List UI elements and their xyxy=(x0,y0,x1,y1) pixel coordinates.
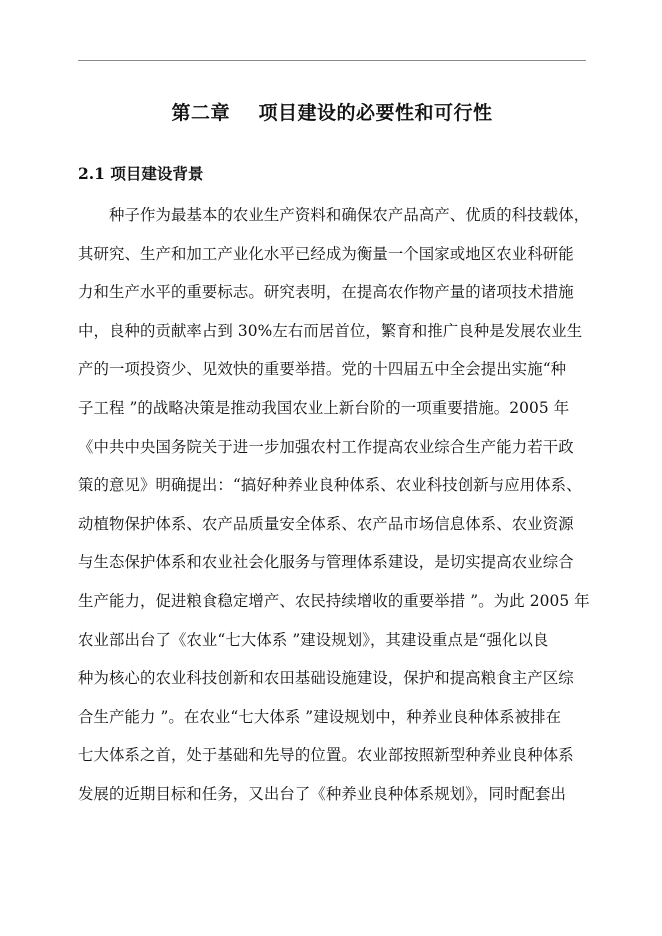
section-heading: 2.1 项目建设背景 xyxy=(78,164,204,183)
paragraph-line: 种为核心的农业科技创新和农田基础设施建设，保护和提高粮食主产区综 xyxy=(78,669,574,688)
paragraph-line: 中，良种的贡献率占到 30%左右而居首位，繁育和推广良种是发展农业生 xyxy=(78,321,583,340)
paragraph-line: 其研究、生产和加工产业化水平已经成为衡量一个国家或地区农业科研能 xyxy=(78,244,574,263)
paragraph-line: 子工程 ”的战略决策是推动我国农业上新台阶的一项重要措施。2005 年 xyxy=(78,398,570,417)
paragraph-line: 合生产能力 ”。在农业“七大体系 ”建设规划中，种养业良种体系被排在 xyxy=(78,707,562,726)
paragraph-line: 力和生产水平的重要标志。研究表明，在提高农作物产量的诸项技术措施 xyxy=(78,283,574,302)
paragraph-line: 种子作为最基本的农业生产资料和确保农产品高产、优质的科技载体， xyxy=(109,206,590,224)
paragraph-line: 产的一项投资少、见效快的重要举措。党的十四届五中全会提出实施“种 xyxy=(78,360,567,379)
paragraph-line: 动植物保护体系、农产品质量安全体系、农产品市场信息体系、农业资源 xyxy=(78,514,574,533)
chapter-title: 第二章 项目建设的必要性和可行性 xyxy=(171,102,493,124)
paragraph-line: 发展的近期目标和任务，又出台了《种养业良种体系规划》，同时配套出 xyxy=(78,784,567,803)
paragraph-line: 《中共中央国务院关于进一步加强农村工作提高农业综合生产能力若干政 xyxy=(78,437,574,456)
paragraph-line: 与生态保护体系和农业社会化服务与管理体系建设，是切实提高农业综合 xyxy=(78,553,574,572)
body-paragraph xyxy=(78,202,588,820)
paragraph-line: 生产能力，促进粮食稳定增产、农民持续增收的重要举措 ”。为此 2005 年 xyxy=(78,591,590,610)
header-divider xyxy=(78,60,586,61)
paragraph-line: 策的意见》明确提出：“搞好种养业良种体系、农业科技创新与应用体系、 xyxy=(78,476,582,495)
paragraph-line: 七大体系之首，处于基础和先导的位置。农业部按照新型种养业良种体系 xyxy=(78,746,574,765)
paragraph-line: 农业部出台了《农业“七大体系 ”建设规划》，其建设重点是“强化以良 xyxy=(78,630,549,649)
